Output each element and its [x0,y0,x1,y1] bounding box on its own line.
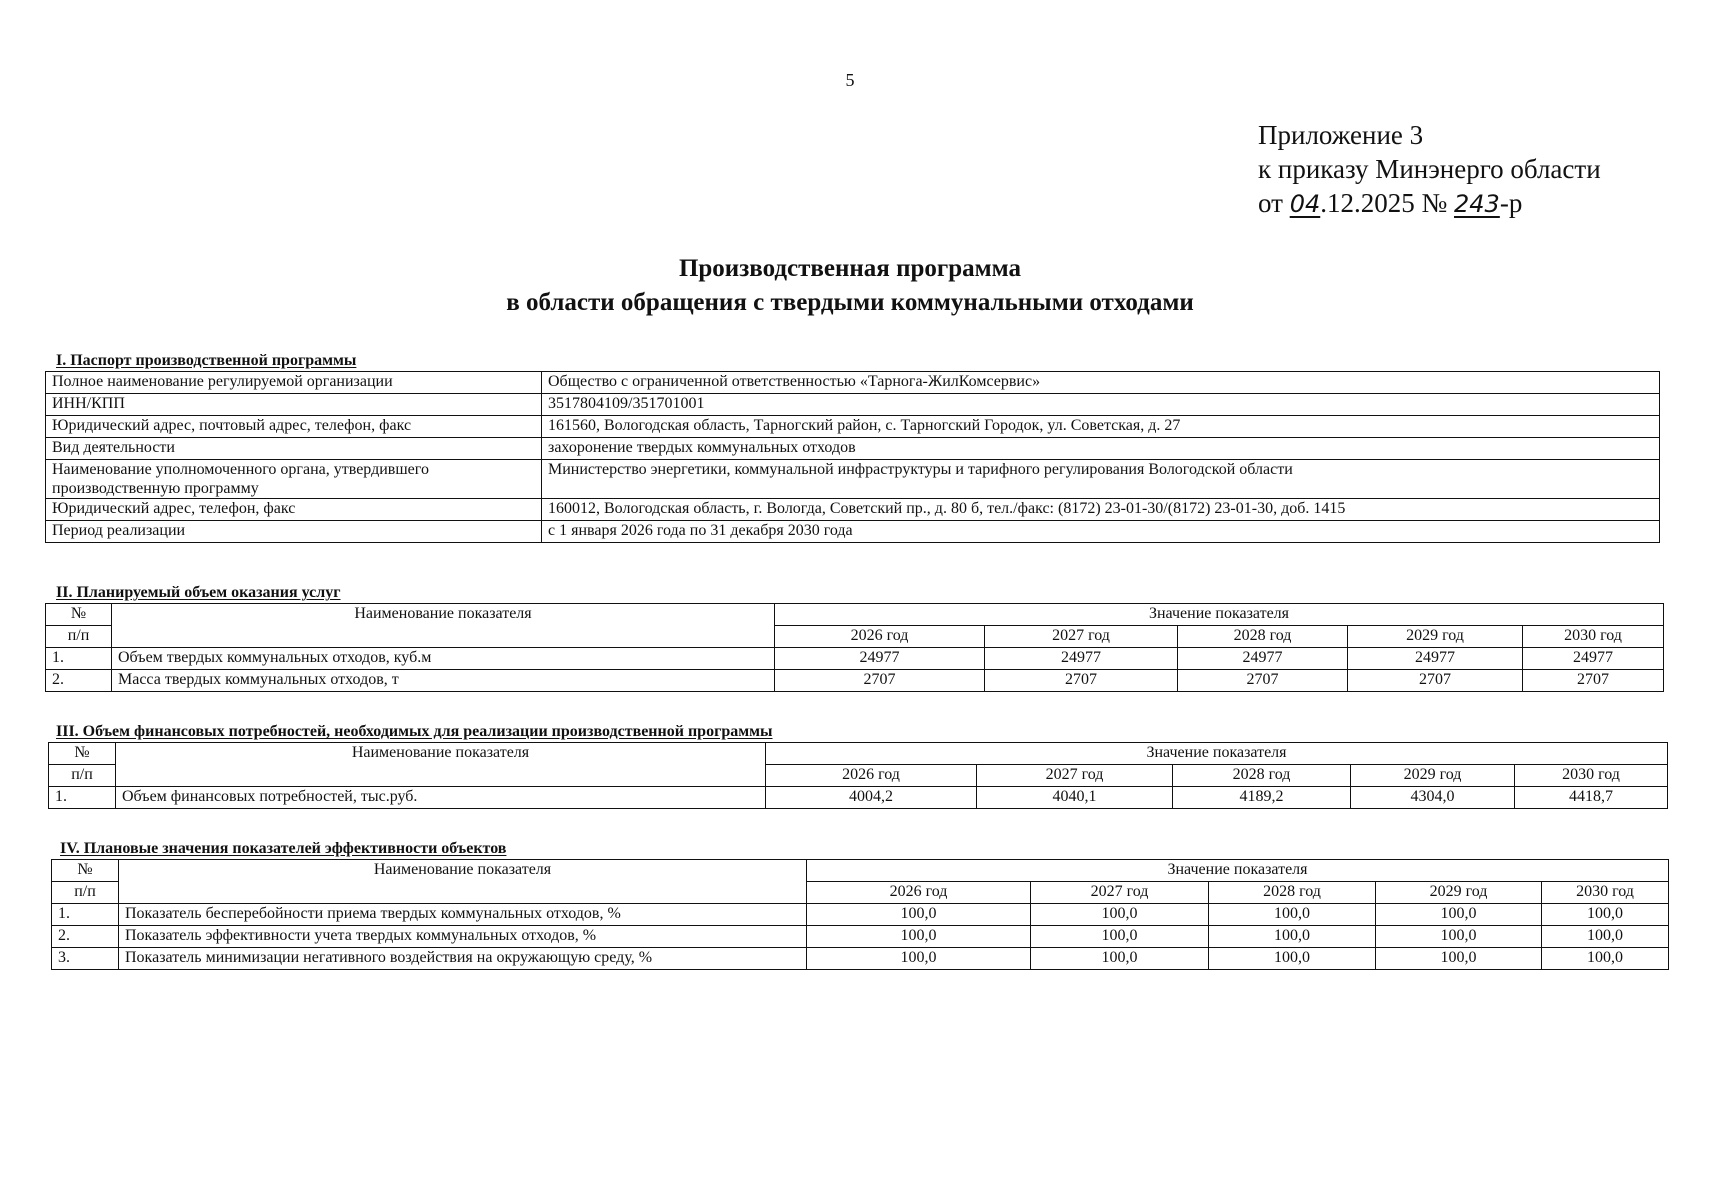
row-value: 100,0 [1209,904,1376,926]
row-name: Масса твердых коммунальных отходов, т [112,670,775,692]
row-value: 100,0 [1209,926,1376,948]
title-line1: Производственная программа [678,255,1022,282]
no-header-2: п/п [49,765,116,787]
row-value: 4418,7 [1515,787,1668,809]
row-value: 4304,0 [1351,787,1515,809]
row-value: 100,0 [1376,948,1542,970]
table-header-row [46,604,1664,626]
value-header: Значение показателя [775,604,1664,626]
year-header: 2030 год [1542,882,1669,904]
row-value: 24977 [985,648,1178,670]
value-header: Значение показателя [807,860,1669,882]
passport-value: Министерство энергетики, коммунальной инфраструктуры и тарифного регулирования Вологодской области [542,460,1660,499]
no-header-2: п/п [52,882,119,904]
table-row [46,438,1660,460]
row-value: 100,0 [1542,948,1669,970]
services-table [45,603,1664,692]
no-header: № [46,604,112,626]
efficiency-heading: IV. Плановые значения показателей эффективности объектов [60,840,507,857]
year-header: 2029 год [1348,626,1523,648]
row-value: 2707 [775,670,985,692]
table-row [46,499,1660,521]
row-value: 24977 [775,648,985,670]
date-rest: .12.2025 № [1320,188,1455,218]
passport-value: 161560, Вологодская область, Тарногский район, с. Тарногский Городок, ул. Советская, д. 27 [542,416,1660,438]
finance-heading: III. Объем финансовых потребностей, необходимых для реализации производственной программы [56,723,773,740]
efficiency-table [51,859,1669,970]
row-number: 1. [49,787,116,809]
row-value: 100,0 [1031,904,1209,926]
year-header: 2027 год [1031,882,1209,904]
passport-value: с 1 января 2026 года по 31 декабря 2030 года [542,521,1660,543]
year-header: 2026 год [766,765,977,787]
passport-value: 160012, Вологодская область, г. Вологда, Советский пр., д. 80 б, тел./факс: (8172) 23-01-30/(8172) 23-01-30, доб. 1415 [542,499,1660,521]
year-header: 2027 год [985,626,1178,648]
row-name: Объем твердых коммунальных отходов, куб.м [112,648,775,670]
page-number: 5 [845,70,855,90]
row-number: 1. [46,648,112,670]
passport-value: захоронение твердых коммунальных отходов [542,438,1660,460]
no-header-2: п/п [46,626,112,648]
year-header: 2029 год [1376,882,1542,904]
row-value: 2707 [985,670,1178,692]
row-value: 4189,2 [1173,787,1351,809]
appendix-line1: Приложение 3 [1258,120,1424,150]
passport-heading: I. Паспорт производственной программы [56,352,357,369]
year-header: 2028 год [1173,765,1351,787]
finance-table [48,742,1668,809]
appendix-block [1258,118,1601,221]
row-value: 4040,1 [977,787,1173,809]
table-row [46,648,1664,670]
passport-label: Период реализации [46,521,542,543]
row-value: 100,0 [1031,926,1209,948]
no-header: № [52,860,119,882]
handwritten-order-number: 243 [1454,190,1500,218]
table-row [46,460,1660,499]
document-title [0,252,1700,320]
row-value: 100,0 [1209,948,1376,970]
row-value: 100,0 [1542,926,1669,948]
row-value: 2707 [1348,670,1523,692]
row-number: 2. [46,670,112,692]
year-header: 2026 год [775,626,985,648]
row-name: Показатель минимизации негативного воздействия на окружающую среду, % [119,948,807,970]
name-header: Наименование показателя [112,604,775,648]
row-number: 3. [52,948,119,970]
row-number: 2. [52,926,119,948]
name-header: Наименование показателя [119,860,807,904]
year-header: 2028 год [1209,882,1376,904]
passport-table [45,371,1660,543]
year-header: 2027 год [977,765,1173,787]
year-header: 2028 год [1178,626,1348,648]
row-value: 100,0 [807,948,1031,970]
table-row [46,394,1660,416]
row-name: Объем финансовых потребностей, тыс.руб. [116,787,766,809]
row-number: 1. [52,904,119,926]
appendix-date-line [1258,186,1601,221]
year-header: 2030 год [1515,765,1668,787]
title-line2: в области обращения с твердыми коммунальными отходами [506,289,1194,316]
table-row [46,416,1660,438]
value-header: Значение показателя [766,743,1668,765]
date-prefix: от [1258,188,1290,218]
order-suffix: -р [1499,188,1523,218]
row-value: 2707 [1178,670,1348,692]
year-header: 2030 год [1523,626,1664,648]
row-value: 100,0 [1376,904,1542,926]
row-value: 24977 [1178,648,1348,670]
passport-label: Юридический адрес, телефон, факс [46,499,542,521]
row-value: 100,0 [1542,904,1669,926]
row-value: 100,0 [807,926,1031,948]
table-header-row [49,743,1668,765]
table-row [52,948,1669,970]
handwritten-day: 04 [1289,190,1321,218]
row-value: 24977 [1523,648,1664,670]
passport-label: Вид деятельности [46,438,542,460]
passport-label: Юридический адрес, почтовый адрес, телефон, факс [46,416,542,438]
table-row [52,926,1669,948]
no-header: № [49,743,116,765]
table-row [52,904,1669,926]
row-value: 2707 [1523,670,1664,692]
row-value: 100,0 [807,904,1031,926]
row-value: 100,0 [1031,948,1209,970]
passport-value: Общество с ограниченной ответственностью «Тарнога-ЖилКомсервис» [542,372,1660,394]
table-row [46,372,1660,394]
table-row [49,787,1668,809]
name-header: Наименование показателя [116,743,766,787]
row-value: 24977 [1348,648,1523,670]
row-value: 100,0 [1376,926,1542,948]
passport-value: 3517804109/351701001 [542,394,1660,416]
passport-label: Полное наименование регулируемой организации [46,372,542,394]
year-header: 2026 год [807,882,1031,904]
year-header: 2029 год [1351,765,1515,787]
appendix-line2: к приказу Минэнерго области [1258,154,1601,184]
services-heading: II. Планируемый объем оказания услуг [56,584,341,601]
row-value: 4004,2 [766,787,977,809]
row-name: Показатель бесперебойности приема твердых коммунальных отходов, % [119,904,807,926]
table-row [46,521,1660,543]
table-header-row [52,860,1669,882]
table-row [46,670,1664,692]
passport-label: ИНН/КПП [46,394,542,416]
row-name: Показатель эффективности учета твердых коммунальных отходов, % [119,926,807,948]
passport-label: Наименование уполномоченного органа, утвердившего производственную программу [46,460,542,499]
